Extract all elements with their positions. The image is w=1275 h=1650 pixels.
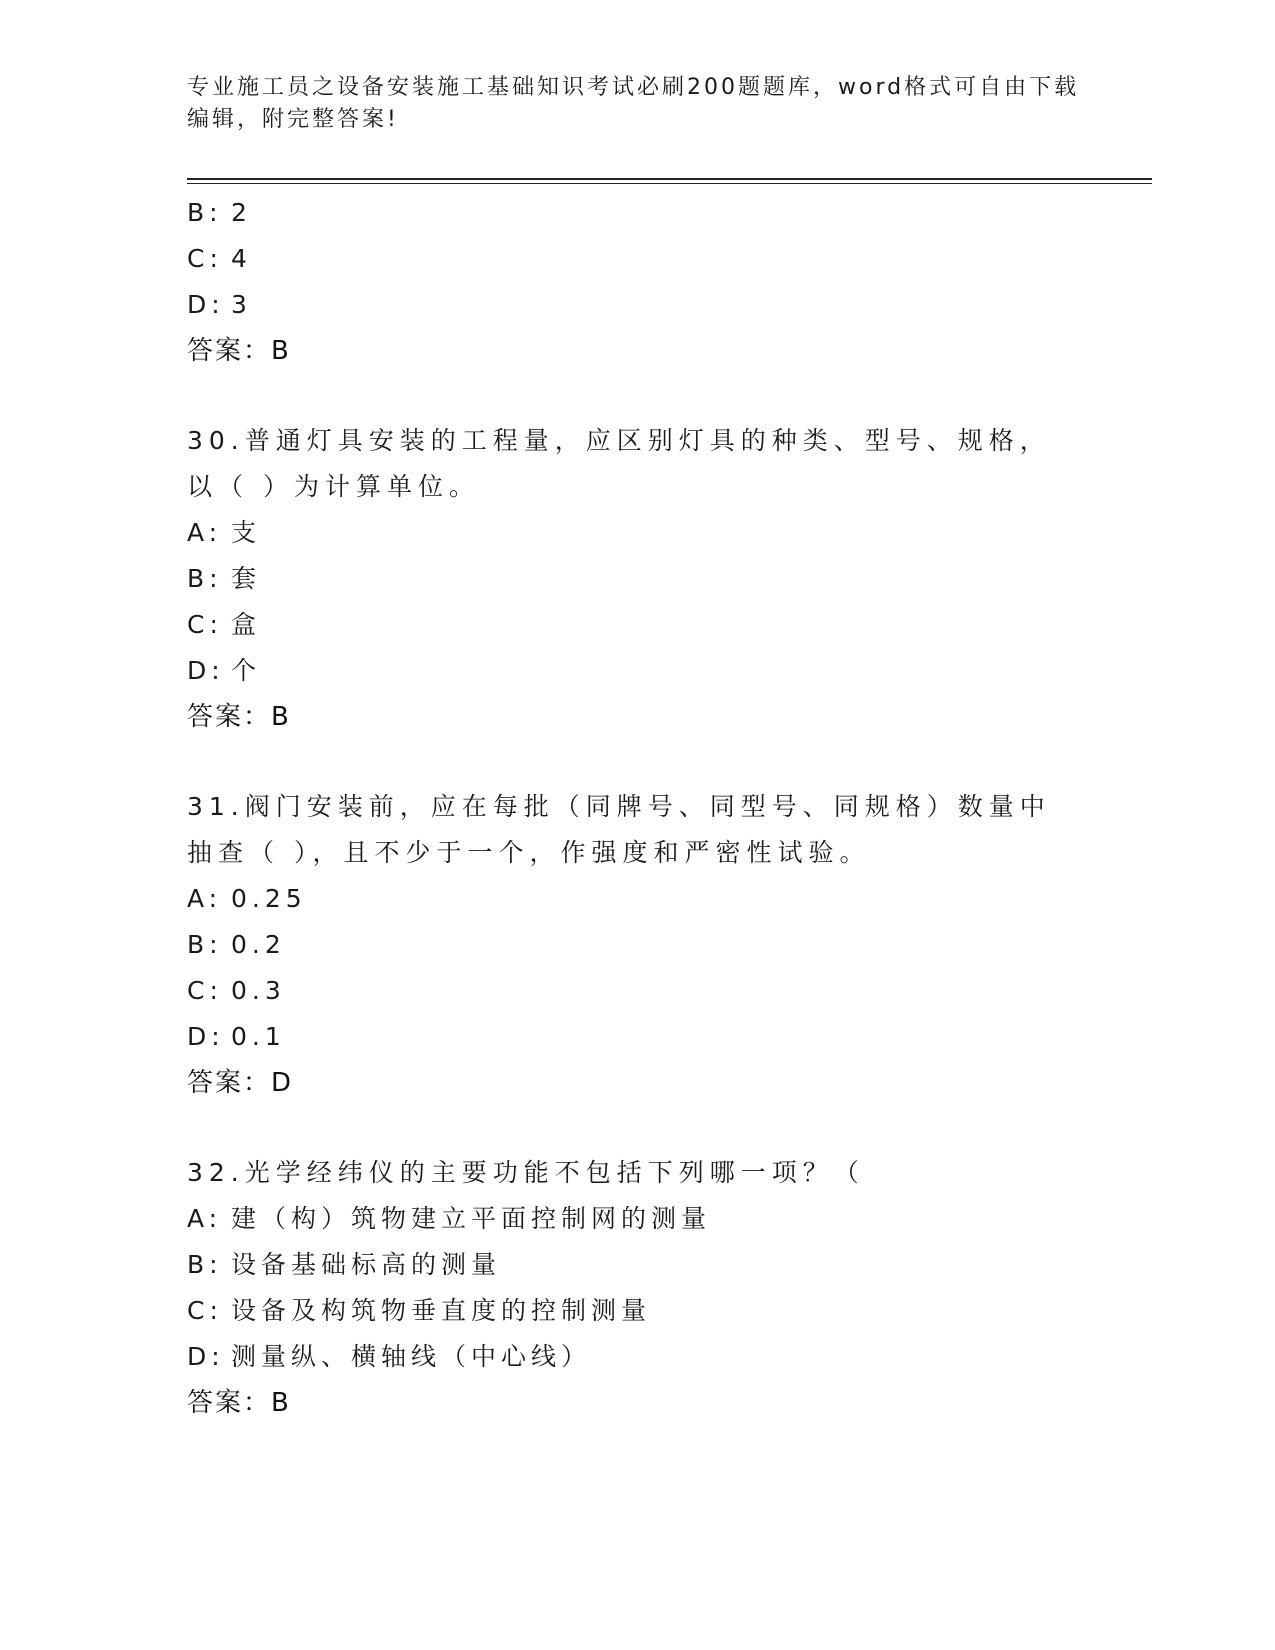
- option-c: C: 盒: [187, 610, 262, 639]
- question-stem: 32.光学经纬仪的主要功能不包括下列哪一项？（: [187, 1158, 865, 1187]
- question-list: [187, 190, 1127, 1426]
- option-b: B: 套: [187, 564, 262, 593]
- option-d: D: 3: [187, 290, 252, 319]
- question-31: [187, 784, 1127, 1106]
- option-a: A: 0.25: [187, 884, 307, 913]
- answer-line: 答案：B: [187, 702, 291, 732]
- answer-line: 答案：B: [187, 1388, 291, 1418]
- option-b: B: 设备基础标高的测量: [187, 1250, 502, 1279]
- answer-line: 答案：B: [187, 336, 291, 366]
- document-header: 专业施工员之设备安装施工基础知识考试必刷200题题库，word格式可自由下载编辑，附完整答案!: [187, 75, 1080, 132]
- option-c: C: 0.3: [187, 976, 286, 1005]
- option-d: D: 测量纵、横轴线（中心线）: [187, 1342, 592, 1371]
- question-30: [187, 418, 1127, 740]
- option-a: A: 支: [187, 518, 262, 547]
- answer-line: 答案：D: [187, 1068, 294, 1098]
- question-stem: 30.普通灯具安装的工程量，应区别灯具的种类、型号、规格，以（ ）为计算单位。: [187, 426, 1051, 501]
- carryover-block: [187, 190, 1127, 374]
- option-d: D: 个: [187, 656, 262, 685]
- option-c: C: 4: [187, 244, 252, 273]
- option-b: B: 0.2: [187, 930, 286, 959]
- question-stem: 31.阀门安装前，应在每批（同牌号、同型号、同规格）数量中抽查（ ），且不少于一个，作强度和严密性试验。: [187, 792, 1051, 867]
- option-b: B: 2: [187, 198, 252, 227]
- option-d: D: 0.1: [187, 1022, 286, 1051]
- question-32: [187, 1150, 1127, 1426]
- header-divider-thick: [187, 178, 1152, 180]
- option-a: A: 建（构）筑物建立平面控制网的测量: [187, 1204, 712, 1233]
- header-divider-thin: [187, 183, 1152, 184]
- option-c: C: 设备及构筑物垂直度的控制测量: [187, 1296, 652, 1325]
